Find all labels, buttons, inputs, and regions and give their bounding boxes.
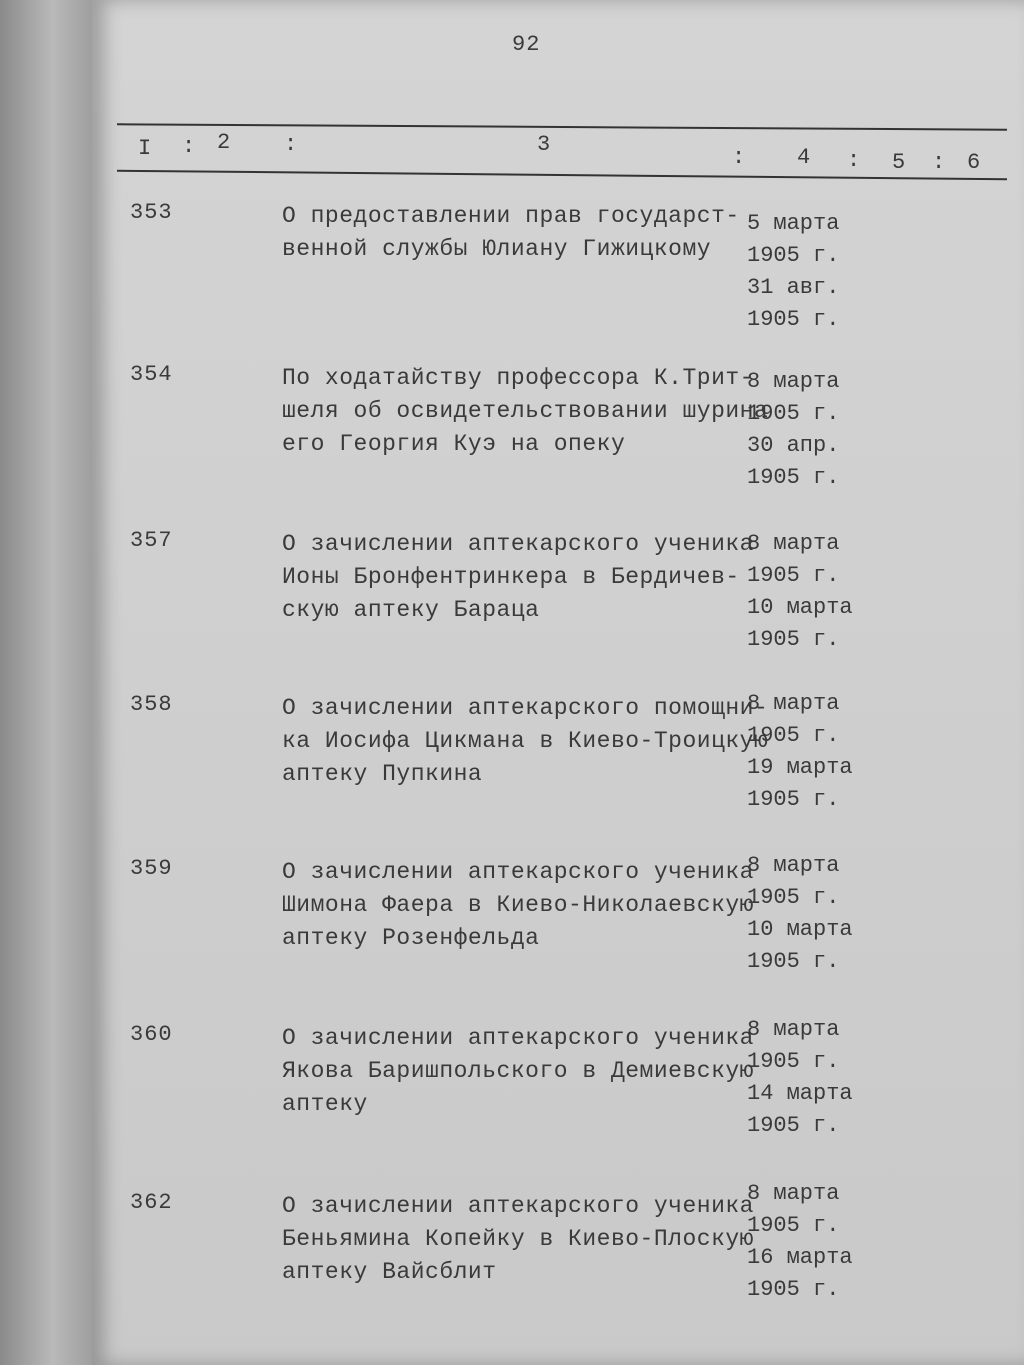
column-header-5: 5	[892, 150, 906, 175]
record-title-line: аптеку Пупкина	[282, 761, 483, 787]
record-number: 358	[130, 692, 173, 717]
record-title	[282, 200, 752, 266]
record-end-year: 1905 г.	[747, 1277, 840, 1302]
record-title	[282, 528, 752, 627]
column-separator: :	[182, 134, 196, 159]
record-end-date: 19 марта	[747, 755, 853, 780]
page-number: 92	[512, 32, 541, 57]
record-title	[282, 1022, 752, 1121]
record-start-date: 8 марта	[747, 1181, 840, 1206]
column-header-1: I	[138, 136, 152, 161]
record-row	[92, 853, 1024, 1006]
column-header-3: 3	[537, 132, 551, 157]
column-separator: :	[284, 132, 298, 157]
record-title-line: О зачислении аптекарского ученика	[282, 859, 754, 885]
record-end-date: 16 марта	[747, 1245, 853, 1270]
record-title-line: Шимона Фаера в Киево-Николаевскую	[282, 892, 754, 918]
record-number: 353	[130, 200, 173, 225]
record-row	[92, 362, 1024, 512]
column-header-6: 6	[967, 150, 981, 175]
record-title-line: О предоставлении прав государст-	[282, 203, 740, 229]
record-title	[282, 856, 752, 955]
record-start-year: 1905 г.	[747, 401, 840, 426]
record-title-line: По ходатайству профессора К.Трит-	[282, 365, 754, 391]
record-start-date: 8 марта	[747, 531, 840, 556]
record-title	[282, 692, 769, 791]
record-row	[92, 1017, 1024, 1172]
record-title-line: скую аптеку Бараца	[282, 597, 540, 623]
record-number: 357	[130, 528, 173, 553]
record-row	[92, 200, 1024, 350]
record-title-line: аптеку	[282, 1091, 368, 1117]
record-title-line: шеля об освидетельствовании шурина	[282, 398, 769, 424]
record-start-date: 8 марта	[747, 369, 840, 394]
record-title-line: аптеку Розенфельда	[282, 925, 540, 951]
record-start-year: 1905 г.	[747, 885, 840, 910]
record-end-date: 14 марта	[747, 1081, 853, 1106]
record-dates	[747, 366, 877, 494]
record-start-date: 8 марта	[747, 691, 840, 716]
record-number: 362	[130, 1190, 173, 1215]
record-row	[92, 692, 1024, 842]
record-number: 360	[130, 1022, 173, 1047]
record-title-line: О зачислении аптекарского помощни-	[282, 695, 769, 721]
record-start-date: 5 марта	[747, 211, 840, 236]
record-start-year: 1905 г.	[747, 723, 840, 748]
record-end-date: 30 апр.	[747, 433, 840, 458]
record-title-line: венной службы Юлиану Гижицкому	[282, 236, 712, 262]
record-title-line: Ионы Бронфентринкера в Бердичев-	[282, 564, 740, 590]
record-start-year: 1905 г.	[747, 1049, 840, 1074]
record-start-year: 1905 г.	[747, 243, 840, 268]
record-title-line: О зачислении аптекарского ученика	[282, 1193, 754, 1219]
document-page	[92, 0, 1024, 1365]
record-end-year: 1905 г.	[747, 465, 840, 490]
record-title-line: ка Иосифа Цикмана в Киево-Троицкую	[282, 728, 769, 754]
record-end-year: 1905 г.	[747, 787, 840, 812]
record-end-year: 1905 г.	[747, 1113, 840, 1138]
record-dates	[747, 1014, 877, 1142]
record-title	[282, 362, 769, 461]
record-title-line: Якова Баришпольского в Демиевскую	[282, 1058, 754, 1084]
record-number: 359	[130, 856, 173, 881]
record-row	[92, 528, 1024, 678]
record-start-date: 8 марта	[747, 1017, 840, 1042]
record-title-line: Беньямина Копейку в Киево-Плоскую	[282, 1226, 754, 1252]
record-end-date: 10 марта	[747, 917, 853, 942]
record-end-year: 1905 г.	[747, 307, 840, 332]
record-title	[282, 1190, 752, 1289]
column-separator: :	[847, 148, 861, 173]
column-separator: :	[732, 145, 746, 170]
record-title-line: О зачислении аптекарского ученика	[282, 1025, 754, 1051]
record-dates	[747, 208, 877, 336]
record-title-line: его Георгия Куэ на опеку	[282, 431, 626, 457]
record-start-year: 1905 г.	[747, 1213, 840, 1238]
record-title-line: аптеку Вайсблит	[282, 1259, 497, 1285]
record-dates	[747, 1178, 877, 1306]
record-row	[92, 1181, 1024, 1340]
column-header-4: 4	[797, 145, 811, 170]
record-start-date: 8 марта	[747, 853, 840, 878]
record-dates	[747, 528, 877, 656]
record-end-date: 10 марта	[747, 595, 853, 620]
record-number: 354	[130, 362, 173, 387]
column-separator: :	[932, 150, 946, 175]
record-end-date: 31 авг.	[747, 275, 840, 300]
column-header-2: 2	[217, 130, 231, 155]
record-dates	[747, 850, 877, 978]
record-title-line: О зачислении аптекарского ученика	[282, 531, 754, 557]
record-dates	[747, 688, 877, 816]
record-end-year: 1905 г.	[747, 949, 840, 974]
record-start-year: 1905 г.	[747, 563, 840, 588]
record-end-year: 1905 г.	[747, 627, 840, 652]
left-page-edge	[0, 0, 96, 1365]
